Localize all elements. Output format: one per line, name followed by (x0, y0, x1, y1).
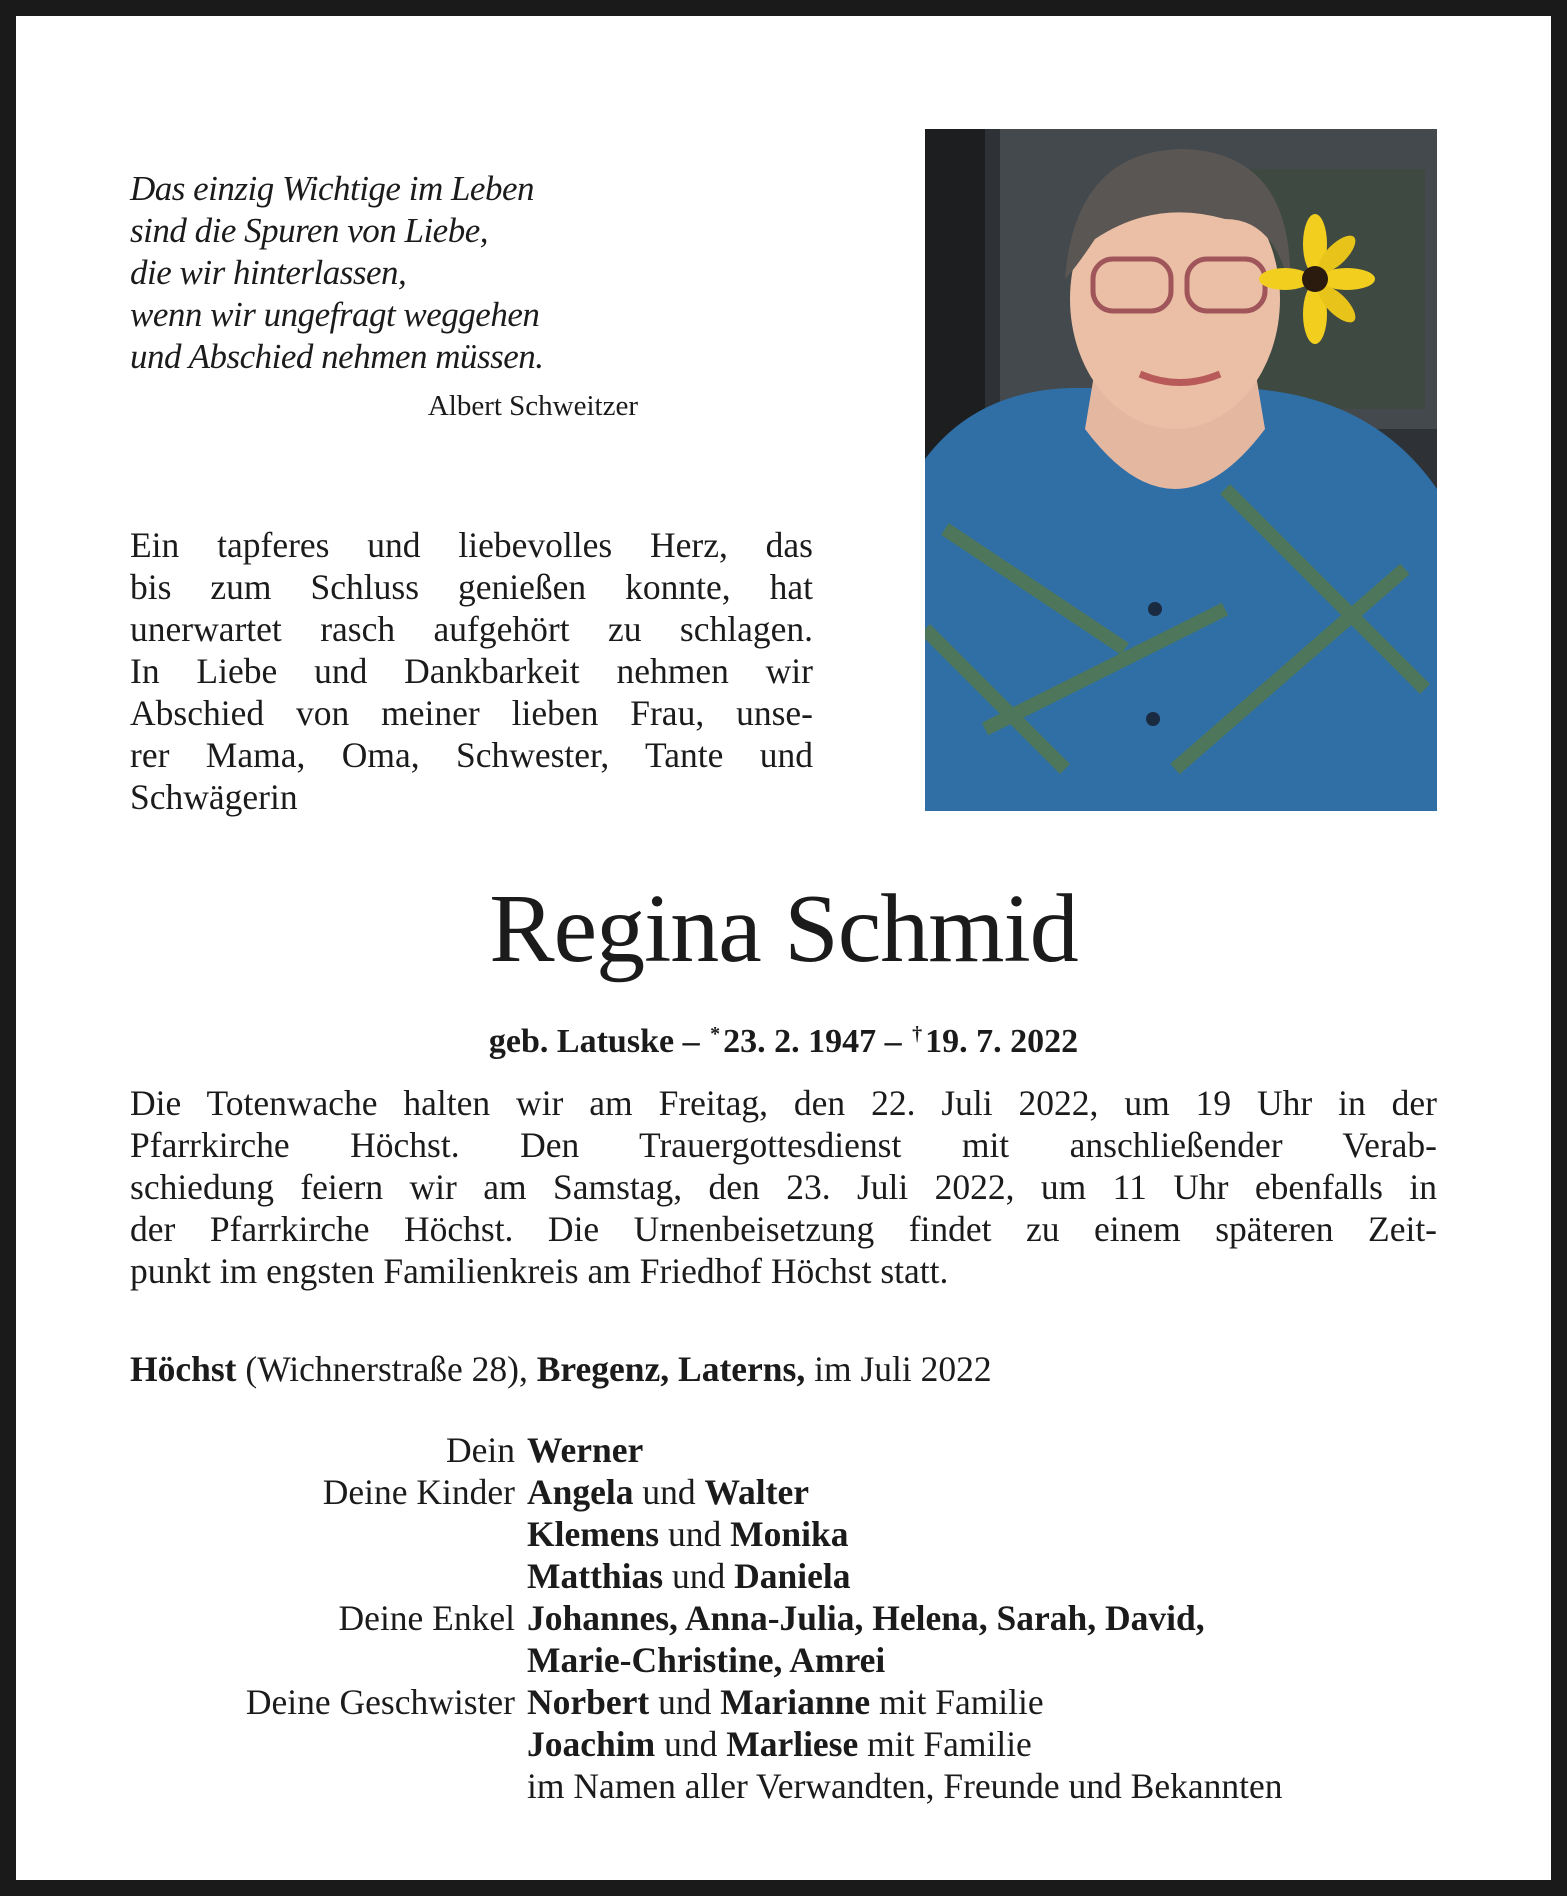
born-name: geb. Latuske – (488, 1023, 700, 1060)
mourner-names (527, 1681, 1044, 1723)
mourner-label (130, 1513, 527, 1555)
mourner-row (130, 1765, 1282, 1807)
mourner-row (130, 1471, 1282, 1513)
mourner-label: Deine Kinder (322, 1472, 515, 1512)
mourner-row (130, 1555, 1282, 1597)
mourner-name: Marie-Christine, Amrei (527, 1640, 886, 1680)
mourner-text: und (655, 1724, 727, 1764)
deceased-name: Regina Schmid (489, 875, 1078, 983)
mourner-row (130, 1513, 1282, 1555)
service-line: Pfarrkirche Höchst. Den Trauergottesdienst mit anschließender Verab- (130, 1125, 1437, 1165)
intro-line: In Liebe und Dankbarkeit nehmen wir (130, 651, 813, 691)
mourner-name: Marliese (726, 1724, 859, 1764)
mourner-name: Angela (527, 1472, 634, 1512)
mourner-label: Dein (445, 1430, 515, 1470)
quote-line: Das einzig Wichtige im Leben (130, 169, 535, 208)
place-segment: Bregenz, Laterns, (536, 1349, 806, 1389)
mourner-name: Norbert (527, 1682, 650, 1722)
mourner-label (130, 1765, 527, 1807)
mourner-name: Daniela (734, 1556, 851, 1596)
death-symbol: † (912, 1023, 923, 1045)
place-segment: (Wichnerstraße 28), (236, 1349, 537, 1389)
intro-line: rer Mama, Oma, Schwester, Tante und (130, 735, 813, 775)
service-line: schiedung feiern wir am Samstag, den 23. Juli 2022, um 11 Uhr ebenfalls in (130, 1167, 1437, 1207)
portrait-photo (925, 129, 1437, 811)
mourner-names (527, 1513, 848, 1555)
service-line: punkt im engsten Familienkreis am Friedhof Höchst statt. (130, 1251, 949, 1291)
quote-author: Albert Schweitzer (427, 390, 638, 422)
mourner-name: Walter (704, 1472, 809, 1512)
mourner-names (527, 1765, 1282, 1807)
mourner-names (527, 1471, 809, 1513)
service-line: Die Totenwache halten wir am Freitag, den 22. Juli 2022, um 19 Uhr in der (130, 1083, 1437, 1123)
mourner-names (527, 1639, 885, 1681)
quote-line: wenn wir ungefragt weggehen (130, 295, 540, 334)
mourner-name: Joachim (527, 1724, 656, 1764)
birth-symbol: * (710, 1023, 721, 1045)
service-paragraph (130, 1082, 1437, 1292)
intro-line: bis zum Schluss genießen konnte, hat (130, 567, 813, 607)
mourners-list (130, 1429, 1282, 1807)
mourner-name: Marianne (720, 1682, 871, 1722)
quote-line: die wir hinterlassen, (130, 253, 407, 292)
mourner-text: und (649, 1682, 721, 1722)
mourner-row (130, 1429, 1282, 1471)
place-segment: Höchst (130, 1349, 237, 1389)
obituary-page (16, 16, 1551, 1880)
mourner-name: Monika (730, 1514, 849, 1554)
mourner-names (527, 1723, 1032, 1765)
portrait-image (925, 129, 1437, 811)
mourner-row (130, 1597, 1282, 1639)
birth-death-dates (16, 1012, 1551, 1064)
mourner-text: mit Familie (858, 1724, 1032, 1764)
intro-line: unerwartet rasch aufgehört zu schlagen. (130, 609, 813, 649)
mourner-names (527, 1597, 1205, 1639)
mourner-name: Matthias (527, 1556, 664, 1596)
mourner-row (130, 1681, 1282, 1723)
place-segment: im Juli 2022 (805, 1349, 992, 1389)
mourner-text: im Namen aller Verwandten, Freunde und Bekannten (527, 1766, 1283, 1806)
mourner-name: Werner (527, 1430, 644, 1470)
mourner-label (130, 1723, 527, 1765)
mourner-name: Klemens (527, 1514, 660, 1554)
mourner-text: und (659, 1514, 731, 1554)
mourner-label (130, 1639, 527, 1681)
place-date-line (130, 1348, 992, 1390)
quote-line: sind die Spuren von Liebe, (130, 211, 489, 250)
intro-paragraph (130, 524, 813, 818)
mourner-label: Deine Geschwister (245, 1682, 515, 1722)
mourner-row (130, 1639, 1282, 1681)
quote-line: und Abschied nehmen müssen. (130, 337, 544, 376)
mourner-row (130, 1723, 1282, 1765)
death-date: 19. 7. 2022 (925, 1023, 1079, 1060)
mourner-names (527, 1429, 643, 1471)
intro-line: Ein tapferes und liebevolles Herz, das (130, 525, 813, 565)
service-line: der Pfarrkirche Höchst. Die Urnenbeisetzung findet zu einem späteren Zeit- (130, 1209, 1437, 1249)
intro-line: Schwägerin (130, 777, 298, 817)
mourner-text: und (633, 1472, 705, 1512)
intro-line: Abschied von meiner lieben Frau, unse- (130, 693, 813, 733)
mourner-name: Johannes, Anna-Julia, Helena, Sarah, David, (527, 1598, 1205, 1638)
mourner-label (130, 1555, 527, 1597)
mourner-text: mit Familie (870, 1682, 1044, 1722)
mourner-text: und (663, 1556, 735, 1596)
quote (130, 168, 544, 378)
mourner-label: Deine Enkel (338, 1598, 515, 1638)
mourner-names (527, 1555, 850, 1597)
birth-date: 23. 2. 1947 – (723, 1023, 902, 1060)
